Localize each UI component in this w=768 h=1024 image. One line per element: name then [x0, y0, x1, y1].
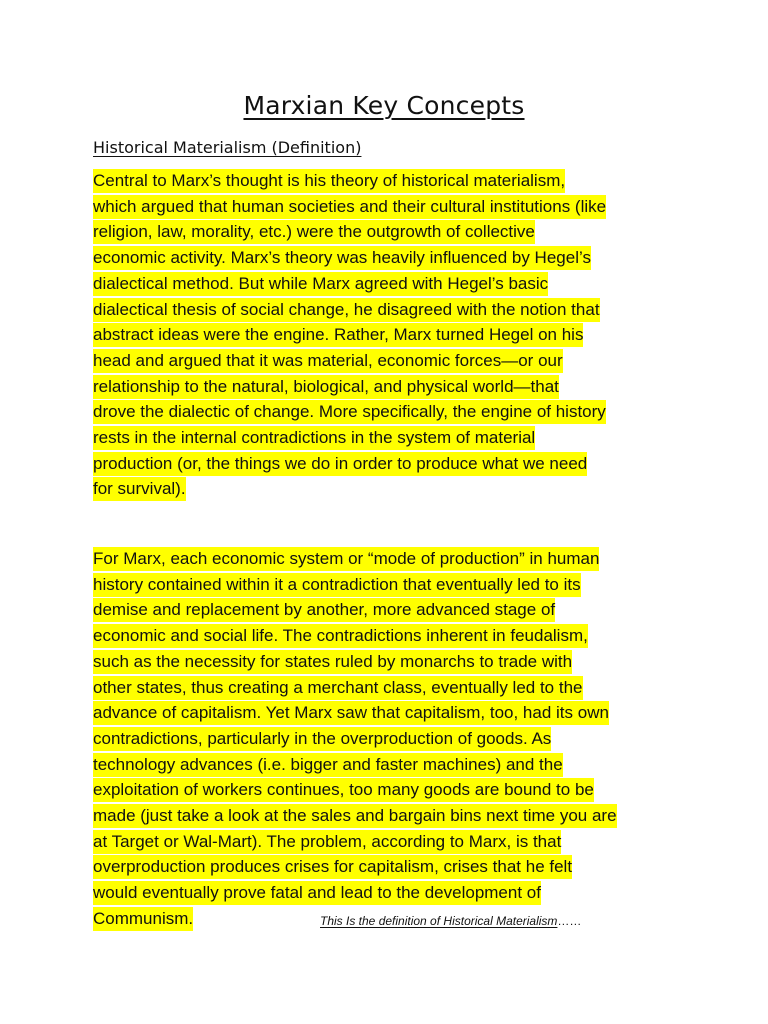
- text-line: [93, 700, 683, 726]
- highlighted-text: other states, thus creating a merchant class, eventually led to the: [93, 676, 583, 700]
- highlighted-text: history contained within it a contradiction that eventually led to its: [93, 573, 581, 597]
- highlighted-text: drove the dialectic of change. More specifically, the engine of history: [93, 400, 606, 424]
- highlighted-text: demise and replacement by another, more advanced stage of: [93, 598, 555, 622]
- text-line: [93, 297, 683, 323]
- text-line: [93, 476, 683, 502]
- definition-note: [320, 912, 581, 930]
- text-line: [93, 726, 683, 752]
- text-line: [93, 880, 683, 906]
- text-line: [93, 597, 683, 623]
- text-line: [93, 322, 683, 348]
- highlighted-text: such as the necessity for states ruled by monarchs to trade with: [93, 650, 572, 674]
- text-line: [93, 245, 683, 271]
- text-line: [93, 451, 683, 477]
- text-line: [93, 777, 683, 803]
- paragraph-historical-materialism: [93, 168, 683, 502]
- text-line: [93, 572, 683, 598]
- text-line: [93, 219, 683, 245]
- note-text: This Is the definition of Historical Materialism: [320, 914, 558, 928]
- highlighted-text: dialectical method. But while Marx agreed with Hegel’s basic: [93, 272, 548, 296]
- highlighted-text: at Target or Wal-Mart). The problem, according to Marx, is that: [93, 830, 561, 854]
- highlighted-text: overproduction produces crises for capitalism, crises that he felt: [93, 855, 572, 879]
- highlighted-text: economic and social life. The contradictions inherent in feudalism,: [93, 624, 588, 648]
- highlighted-text: which argued that human societies and their cultural institutions (like: [93, 195, 606, 219]
- section-heading: Historical Materialism (Definition): [93, 138, 362, 157]
- text-line: [93, 425, 683, 451]
- text-line: [93, 675, 683, 701]
- highlighted-text: contradictions, particularly in the overproduction of goods. As: [93, 727, 551, 751]
- highlighted-text: Communism.: [93, 907, 193, 931]
- highlighted-text: For Marx, each economic system or “mode of production” in human: [93, 547, 599, 571]
- text-line: [93, 348, 683, 374]
- text-line: [93, 399, 683, 425]
- text-line: [93, 752, 683, 778]
- note-ellipsis: ……: [557, 914, 582, 928]
- highlighted-text: dialectical thesis of social change, he disagreed with the notion that: [93, 298, 600, 322]
- highlighted-text: production (or, the things we do in order to produce what we need: [93, 452, 587, 476]
- text-line: [93, 803, 683, 829]
- text-line: [93, 829, 683, 855]
- highlighted-text: rests in the internal contradictions in the system of material: [93, 426, 535, 450]
- text-line: [93, 374, 683, 400]
- highlighted-text: head and argued that it was material, economic forces—or our: [93, 349, 563, 373]
- highlighted-text: economic activity. Marx’s theory was heavily influenced by Hegel’s: [93, 246, 591, 270]
- highlighted-text: technology advances (i.e. bigger and faster machines) and the: [93, 753, 563, 777]
- highlighted-text: advance of capitalism. Yet Marx saw that capitalism, too, had its own: [93, 701, 609, 725]
- highlighted-text: religion, law, morality, etc.) were the outgrowth of collective: [93, 220, 535, 244]
- document-title: Marxian Key Concepts: [243, 91, 525, 120]
- highlighted-text: Central to Marx’s thought is his theory of historical materialism,: [93, 169, 565, 193]
- text-line: [93, 854, 683, 880]
- highlighted-text: would eventually prove fatal and lead to the development of: [93, 881, 541, 905]
- text-line: [93, 168, 683, 194]
- highlighted-text: exploitation of workers continues, too many goods are bound to be: [93, 778, 594, 802]
- text-line: [93, 649, 683, 675]
- highlighted-text: for survival).: [93, 477, 186, 501]
- highlighted-text: made (just take a look at the sales and bargain bins next time you are: [93, 804, 617, 828]
- highlighted-text: relationship to the natural, biological, and physical world—that: [93, 375, 559, 399]
- paragraph-mode-of-production: [93, 546, 683, 932]
- text-line: [93, 271, 683, 297]
- text-line: [93, 623, 683, 649]
- highlighted-text: abstract ideas were the engine. Rather, Marx turned Hegel on his: [93, 323, 583, 347]
- text-line: [93, 546, 683, 572]
- text-line: [93, 194, 683, 220]
